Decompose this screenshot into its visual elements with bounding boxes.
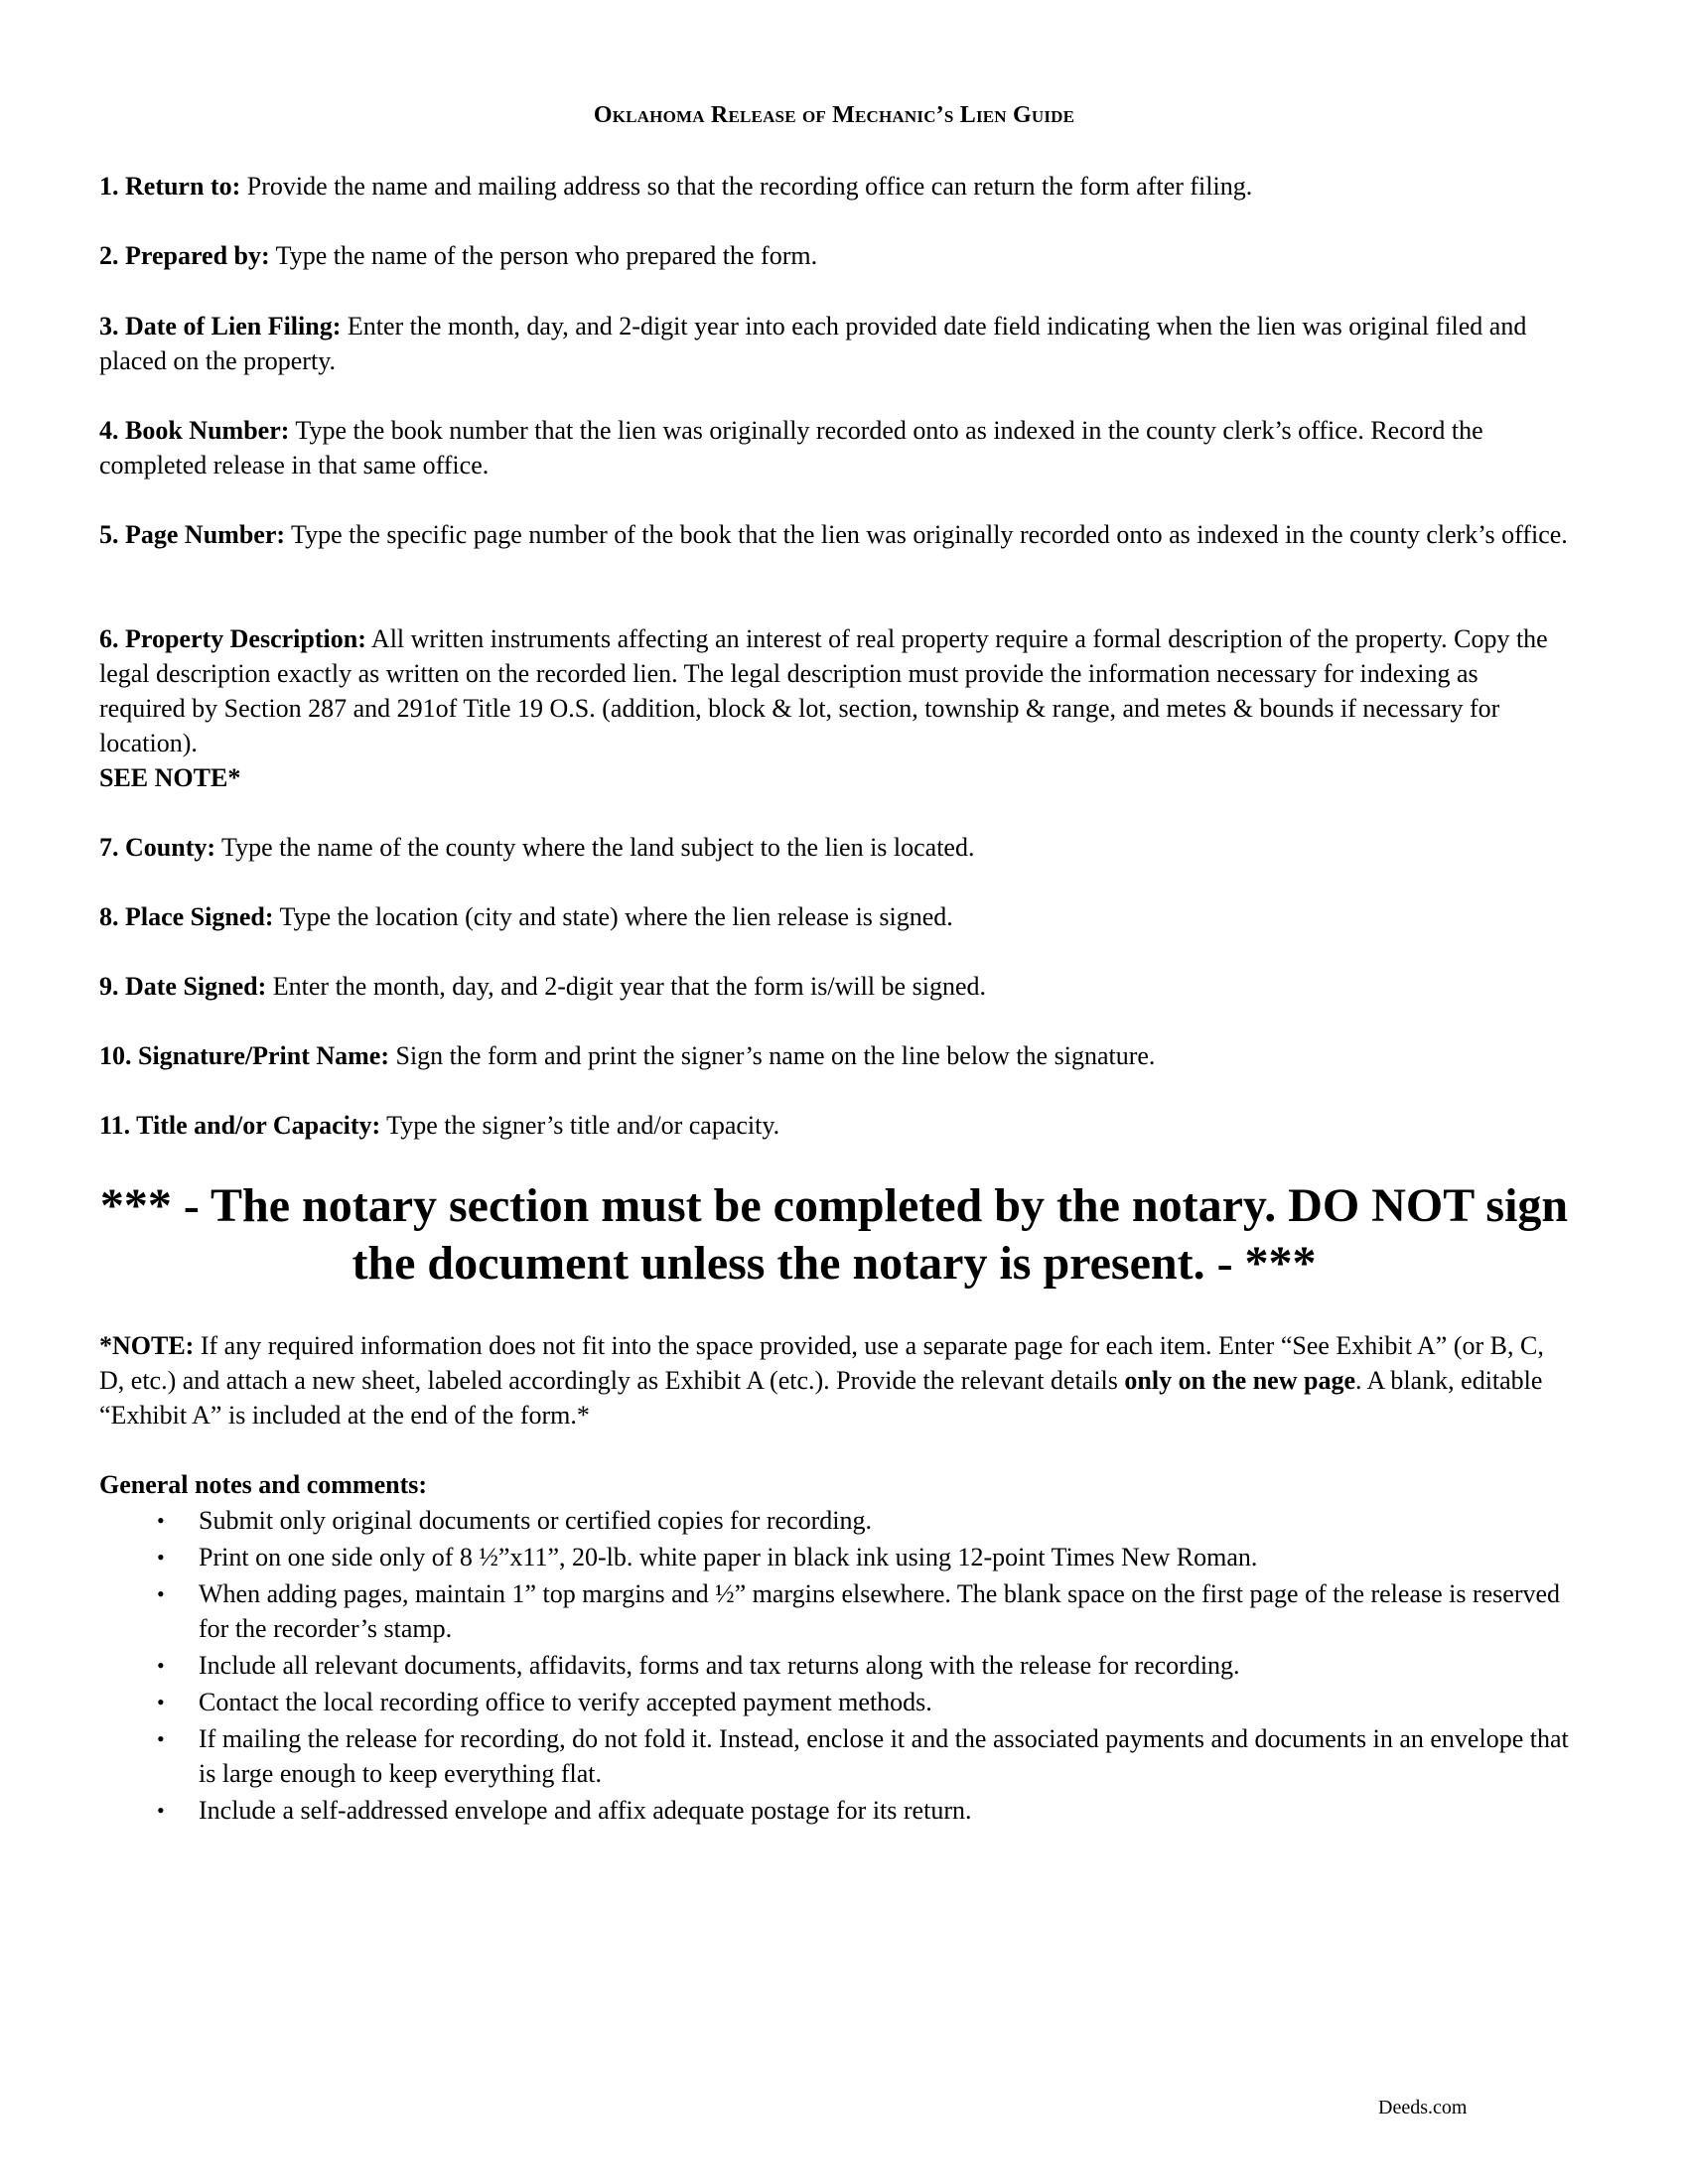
item-text: Type the name of the county where the land subject to the lien is located.: [215, 833, 975, 862]
list-item-text: Submit only original documents or certified copies for recording.: [199, 1506, 872, 1535]
guide-item-return-to: [99, 169, 1569, 204]
item-text: All written instruments affecting an interest of real property require a formal description of the property. Copy the legal description exactly as written on the recorded lien. The legal description must provide the information necessary for indexing as required by Section 287 and 291of Title 19 O.S. (addition, block & lot, section, township & range, and metes & bounds if necessary for location).: [99, 624, 1548, 757]
item-label: 10. Signature/Print Name:: [99, 1041, 389, 1070]
list-item-text: Include a self-addressed envelope and affix adequate postage for its return.: [199, 1796, 972, 1825]
item-text: Enter the month, day, and 2-digit year into each provided date field indicating when the lien was original filed and placed on the property.: [99, 312, 1527, 375]
footer-brand: Deeds.com: [1378, 2097, 1468, 2118]
item-label: 4. Book Number:: [99, 416, 290, 445]
list-item-text: If mailing the release for recording, do not fold it. Instead, enclose it and the associated payments and documents in an envelope that is large enough to keep everything flat.: [199, 1724, 1569, 1788]
item-text: Type the location (city and state) where the lien release is signed.: [273, 902, 953, 931]
guide-item-prepared-by: [99, 238, 1569, 273]
item-label: 7. County:: [99, 833, 216, 862]
note-text-1: If any required information does not fit into the space provided, use a separate page for each item. Enter “See Exhibit A” (or B, C, D, etc.) and attach a new sheet, labeled accordingly as Exhibit A (etc.). Provide the relevant details: [99, 1331, 1544, 1395]
guide-item-book-number: [99, 413, 1569, 482]
bullet-icon: •: [157, 1545, 165, 1570]
guide-item-property-description: [99, 621, 1569, 795]
item-label: 11. Title and/or Capacity:: [99, 1111, 381, 1140]
guide-item-county: [99, 830, 1569, 865]
item-text: Sign the form and print the signer’s name on the line below the signature.: [389, 1041, 1156, 1070]
document-page: [99, 0, 1569, 2184]
list-item: [99, 1648, 1569, 1683]
note-emphasis: only on the new page: [1124, 1366, 1355, 1395]
item-label: 8. Place Signed:: [99, 902, 274, 931]
list-item-text: Include all relevant documents, affidavits, forms and tax returns along with the release for recording.: [199, 1651, 1240, 1680]
item-text: Enter the month, day, and 2-digit year that the form is/will be signed.: [266, 972, 986, 1001]
item-text: Type the signer’s title and/or capacity.: [380, 1111, 780, 1140]
item-label: 2. Prepared by:: [99, 241, 270, 270]
list-item-text: Contact the local recording office to verify accepted payment methods.: [199, 1688, 932, 1716]
item-text: Provide the name and mailing address so that the recording office can return the form after filing.: [240, 172, 1253, 201]
guide-item-date-signed: [99, 969, 1569, 1004]
note-text-2: . A blank, editable “Exhibit A” is included at the end of the form.*: [99, 1366, 1543, 1430]
item-text: Type the book number that the lien was originally recorded onto as indexed in the county clerk’s office. Record the completed release in that same office.: [99, 416, 1483, 479]
item-text: Type the name of the person who prepared the form.: [269, 241, 818, 270]
list-item: [99, 1576, 1569, 1646]
notary-warning: *** - The notary section must be completed by the notary. DO NOT sign the document unless the notary is present. - ***: [99, 1179, 1569, 1290]
list-item: [99, 1540, 1569, 1574]
bullet-icon: •: [157, 1581, 165, 1606]
see-note-label: SEE NOTE*: [99, 763, 241, 792]
list-item: [99, 1793, 1569, 1828]
bullet-icon: •: [157, 1726, 165, 1751]
list-item: [99, 1503, 1569, 1538]
item-label: 1. Return to:: [99, 172, 241, 201]
general-notes-heading: General notes and comments:: [99, 1470, 428, 1499]
bullet-icon: •: [157, 1690, 165, 1714]
guide-item-place-signed: [99, 899, 1569, 934]
bullet-icon: •: [157, 1798, 165, 1823]
item-label: 5. Page Number:: [99, 520, 286, 549]
list-item: [99, 1721, 1569, 1791]
item-label: 9. Date Signed:: [99, 972, 267, 1001]
list-item-text: When adding pages, maintain 1” top margins and ½” margins elsewhere. The blank space on the first page of the release is reserved for the recorder’s stamp.: [199, 1579, 1561, 1643]
list-item-text: Print on one side only of 8 ½”x11”, 20-lb. white paper in black ink using 12-point Times New Roman.: [199, 1543, 1258, 1571]
list-item: [99, 1685, 1569, 1719]
bullet-icon: •: [157, 1653, 165, 1678]
guide-item-date-of-lien-filing: [99, 309, 1569, 378]
item-label: 3. Date of Lien Filing:: [99, 312, 342, 341]
guide-item-signature-print-name: [99, 1038, 1569, 1073]
bullet-icon: •: [157, 1508, 165, 1533]
item-text: Type the specific page number of the book that the lien was originally recorded onto as indexed in the county clerk’s office.: [285, 520, 1568, 549]
page-title: Oklahoma Release of Mechanic’s Lien Guide: [593, 102, 1075, 128]
item-label: 6. Property Description:: [99, 624, 366, 653]
guide-item-title-capacity: [99, 1108, 1569, 1143]
note-label: *NOTE:: [99, 1331, 195, 1360]
exhibit-note: [99, 1328, 1569, 1433]
general-notes-list: [99, 1503, 1569, 1830]
guide-item-page-number: [99, 517, 1569, 552]
